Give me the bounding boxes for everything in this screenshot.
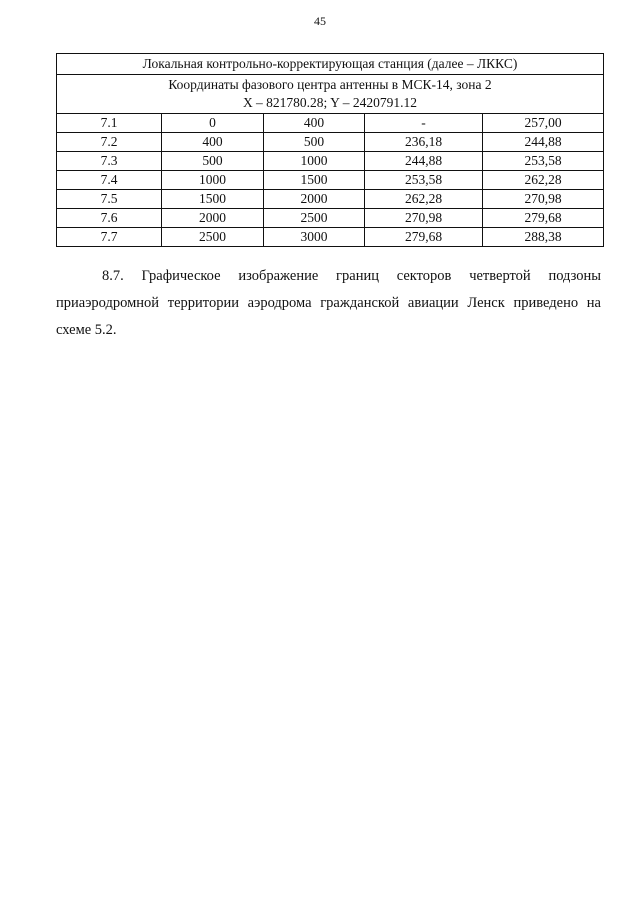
table-header-row (57, 75, 604, 114)
table-cell: 236,18 (365, 133, 483, 152)
table-cell: 7.4 (57, 171, 162, 190)
table-cell: 244,88 (483, 133, 604, 152)
table-row (57, 114, 604, 133)
table-row (57, 190, 604, 209)
table-cell: 288,38 (483, 228, 604, 247)
sector-table (56, 53, 604, 247)
table-cell: 0 (162, 114, 264, 133)
table-cell: 2000 (264, 190, 365, 209)
table-cell: 7.6 (57, 209, 162, 228)
table-cell: 3000 (264, 228, 365, 247)
table-cell: 244,88 (365, 152, 483, 171)
table-row (57, 152, 604, 171)
table-row (57, 209, 604, 228)
table-cell: 257,00 (483, 114, 604, 133)
table-cell: - (365, 114, 483, 133)
table-cell: 262,28 (365, 190, 483, 209)
table-row (57, 133, 604, 152)
station-title: Локальная контрольно-корректирующая станция (далее – ЛККС) (57, 54, 604, 75)
coordinates-line: X – 821780.28; Y – 2420791.12 (242, 95, 418, 110)
table-cell: 7.1 (57, 114, 162, 133)
table-cell: 2000 (162, 209, 264, 228)
table-cell: 2500 (264, 209, 365, 228)
body-paragraph: 8.7. Графическое изображение границ секторов четвертой подзоны приаэродромной территории аэродрома гражданской авиации Ленск приведено на схеме 5.2. (56, 268, 601, 338)
table-cell: 7.5 (57, 190, 162, 209)
table-cell: 7.2 (57, 133, 162, 152)
antenna-coordinates (57, 75, 604, 114)
table-cell: 270,98 (483, 190, 604, 209)
table-header-row (57, 54, 604, 75)
table-cell: 279,68 (365, 228, 483, 247)
table-cell: 1500 (162, 190, 264, 209)
table-cell: 253,58 (483, 152, 604, 171)
coordinates-line: Координаты фазового центра антенны в МСК-14, зона 2 (168, 77, 492, 92)
table-cell: 7.7 (57, 228, 162, 247)
table-cell: 253,58 (365, 171, 483, 190)
table-cell: 500 (162, 152, 264, 171)
table-cell: 270,98 (365, 209, 483, 228)
table-cell: 400 (264, 114, 365, 133)
table-cell: 2500 (162, 228, 264, 247)
table-cell: 400 (162, 133, 264, 152)
table-cell: 279,68 (483, 209, 604, 228)
table-row (57, 171, 604, 190)
table-row (57, 228, 604, 247)
table-cell: 262,28 (483, 171, 604, 190)
page-number: 45 (314, 14, 326, 28)
table-cell: 500 (264, 133, 365, 152)
table-cell: 1500 (264, 171, 365, 190)
table-cell: 1000 (264, 152, 365, 171)
table-cell: 7.3 (57, 152, 162, 171)
table-cell: 1000 (162, 171, 264, 190)
